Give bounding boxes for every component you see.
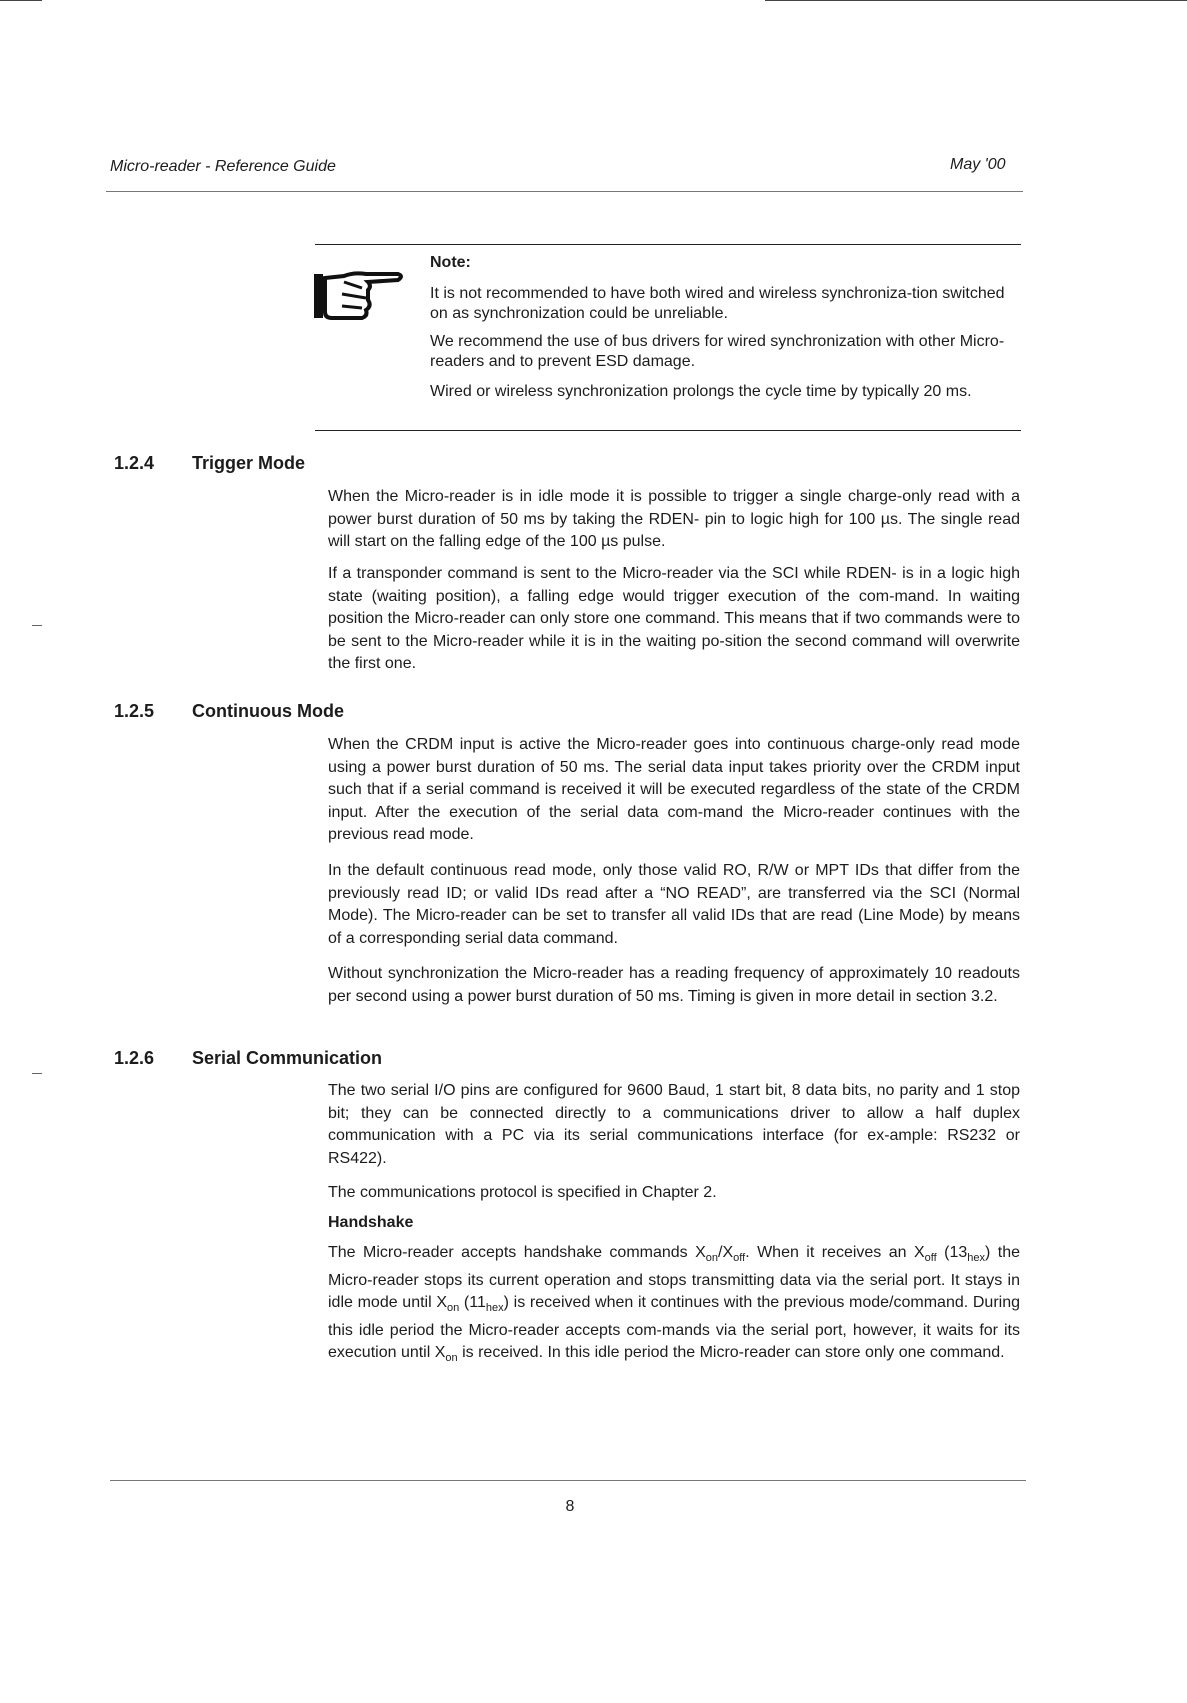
symbol-xon: $X_{on}$: [436, 1294, 460, 1315]
symbol-xon: $X_{on}$: [695, 1244, 719, 1265]
paragraph: In the default continuous read mode, only those valid RO, R/W or MPT IDs that differ from the previously read ID; or valid IDs read after a “NO READ”, are transferred via the SCI (Normal Mode). The Micro-reader can be set to transfer all valid IDs that are read (Line Mode) by means of a corresponding serial data command.: [328, 862, 1020, 947]
note-paragraph: It is not recommended to have both wired and wireless synchroniza-tion switched on as synchronization could be unreliable.: [430, 285, 1005, 322]
note-paragraph: Wired or wireless synchronization prolongs the cycle time by typically 20 ms.: [430, 383, 972, 400]
hex-subscript: hex: [485, 1302, 504, 1315]
paragraph: If a transponder command is sent to the Micro-reader via the SCI while RDEN- is in a logic high state (waiting position), a falling edge would trigger execution of the com-mand. In waiting position the Micro-reader can only store one command. This means that if two commands were to be sent to the Micro-reader while it is in the waiting po-sition the second command will overwrite the first one.: [328, 565, 1020, 672]
section-title: Continuous Mode: [192, 701, 344, 721]
text-run: ) the Micro-reader stops its current operation and stops transmitting data via the serial port. It stays in idle mode until: [328, 1244, 1021, 1312]
scan-edge-line: [0, 0, 42, 1]
text-run: . When it receives an: [745, 1244, 914, 1261]
page-number: 8: [565, 1498, 575, 1515]
paragraph: Without synchronization the Micro-reader has a reading frequency of approximately 10 readouts per second using a power burst duration of 50 ms. Timing is given in more detail in section 3.2.: [328, 965, 1020, 1005]
hex-subscript: hex: [967, 1252, 985, 1265]
header-rule: [106, 191, 1023, 192]
text-run: ) is received when it continues with the previous mode/command. During this idle period the Micro-reader accepts com-mands via the serial port, however, it waits for its execution until: [328, 1294, 1020, 1362]
header-date: May '00: [950, 156, 1006, 173]
section-number: 1.2.6: [114, 1048, 155, 1068]
text-run: (13: [944, 1244, 968, 1261]
text-run: The Micro-reader accepts handshake commands: [328, 1244, 696, 1261]
margin-mark: [32, 625, 42, 626]
pointing-hand-icon: [310, 266, 406, 328]
paragraph: When the Micro-reader is in idle mode it is possible to trigger a single charge-only read with a power burst duration of 50 ms by taking the RDEN- pin to logic high for 100 µs. The single read will start on the falling edge of the 100 µs pulse.: [328, 488, 1020, 550]
note-title: Note:: [430, 254, 471, 271]
section-number: 1.2.4: [114, 453, 155, 473]
text-run: /: [718, 1244, 723, 1261]
symbol-xoff: $X_{off}$: [722, 1244, 746, 1265]
note-bottom-rule: [315, 430, 1021, 431]
note-top-rule: [315, 244, 1021, 245]
section-number: 1.2.5: [114, 701, 155, 721]
handshake-paragraph: [328, 1242, 1020, 1370]
margin-mark: [32, 1073, 42, 1074]
paragraph: When the CRDM input is active the Micro-reader goes into continuous charge-only read mode using a power burst duration of 50 ms. The serial data input takes priority over the CRDM input such that if a serial command is received it will be executed regardless of the state of the CRDM input. After the execution of the serial data com-mand the Micro-reader continues with the previous read mode.: [328, 736, 1020, 843]
footer-rule: [110, 1480, 1026, 1481]
paragraph: The two serial I/O pins are configured for 9600 Baud, 1 start bit, 8 data bits, no parity and 1 stop bit; they can be connected directly to a communications driver to allow a half duplex communication with a PC via its serial communications interface (for ex-ample: RS232 or RS422).: [328, 1082, 1020, 1167]
note-paragraph: We recommend the use of bus drivers for wired synchronization with other Micro-readers and to prevent ESD damage.: [430, 333, 1005, 370]
section-title: Trigger Mode: [192, 453, 306, 473]
section-title: Serial Communication: [192, 1048, 383, 1068]
text-run: (11: [459, 1294, 486, 1312]
text-run: is received. In this idle period the Micro-reader can store only one command.: [457, 1344, 1005, 1362]
header-title: Micro-reader - Reference Guide: [110, 158, 336, 175]
scan-edge-line: [765, 0, 1187, 1]
symbol-xoff: $X_{off}$: [913, 1244, 937, 1265]
symbol-xon: $X_{on}$: [434, 1344, 458, 1365]
subheading-handshake: Handshake: [328, 1214, 414, 1231]
paragraph: The communications protocol is specified in Chapter 2.: [328, 1184, 717, 1201]
